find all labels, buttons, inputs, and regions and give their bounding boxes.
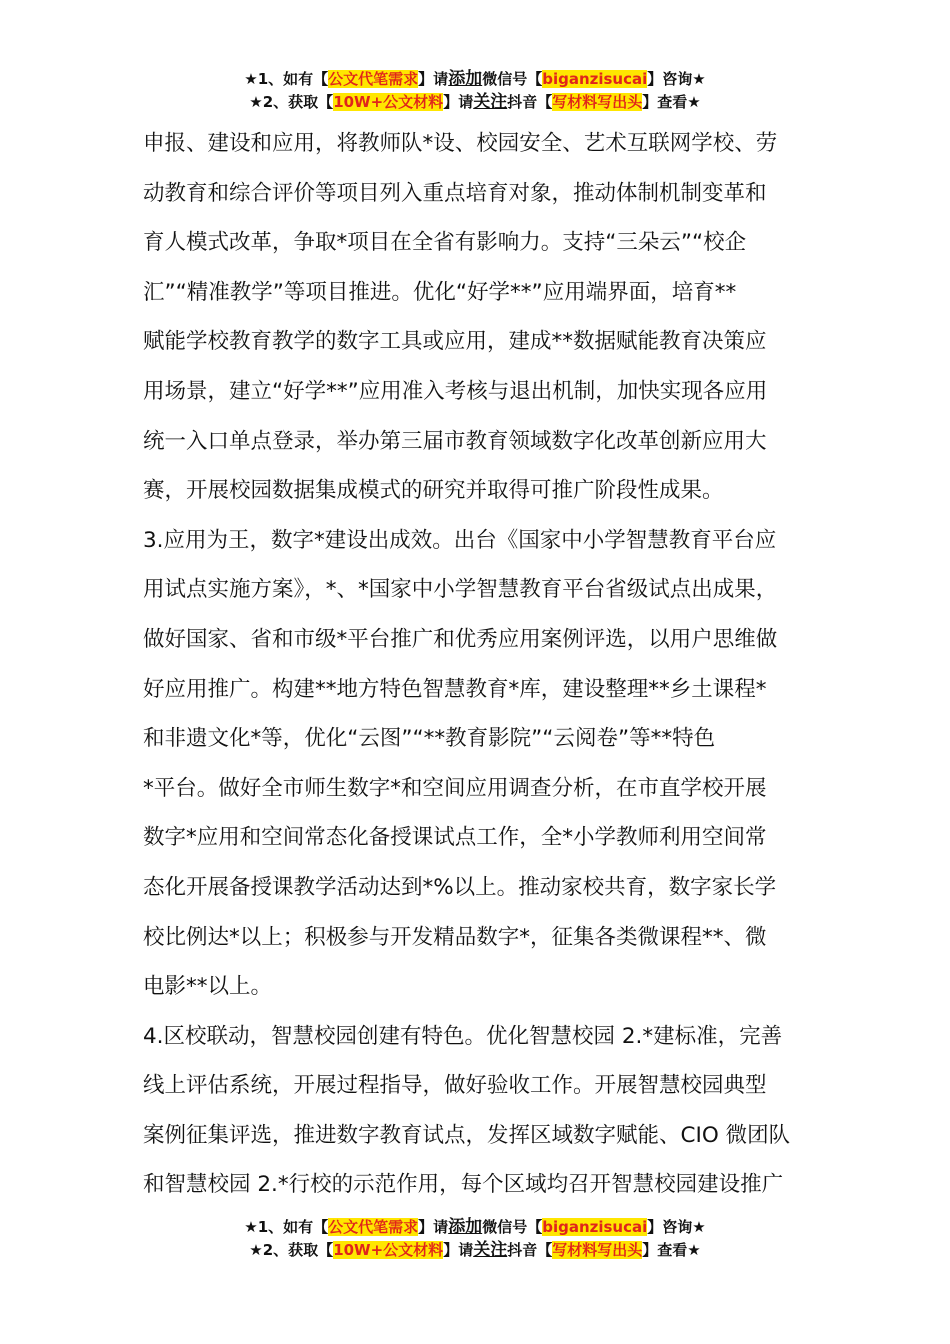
header-line-1 bbox=[0, 68, 950, 91]
header-text: ★1、如有【 bbox=[244, 70, 329, 88]
header-text: ★2、获取【 bbox=[249, 93, 334, 111]
footer-text: ★2、获取【 bbox=[249, 1241, 334, 1259]
highlight-service: 公文代笔需求 bbox=[328, 70, 419, 88]
footer-text: 】查看★ bbox=[642, 1241, 701, 1259]
body-line: 赛，开展校园数据集成模式的研究并取得可推广阶段性成果。 bbox=[143, 478, 724, 504]
footer-line-2 bbox=[0, 1239, 950, 1262]
body-line: 统一入口单点登录，举办第三届市教育领域数字化改革创新应用大 bbox=[143, 428, 767, 454]
body-line: 汇”“精准教学”等项目推进。优化“好学**”应用端界面，培育** bbox=[143, 279, 737, 305]
footer-line-1 bbox=[0, 1216, 950, 1239]
emphasis-add: 添加 bbox=[448, 69, 483, 89]
body-line: 申报、建设和应用，将教师队*设、校园安全、艺术互联网学校、劳 bbox=[143, 131, 778, 156]
body-line: 赋能学校教育教学的数字工具或应用，建成**数据赋能教育决策应 bbox=[143, 329, 767, 355]
emphasis-follow: 关注 bbox=[473, 92, 508, 112]
body-line: 好应用推广。构建**地方特色智慧教育*库，建设整理**乡土课程* bbox=[143, 676, 767, 702]
emphasis-follow: 关注 bbox=[473, 1240, 508, 1260]
highlight-wechat-id: biganzisucai bbox=[542, 1218, 648, 1236]
body-line: 育人模式改革，争取*项目在全省有影响力。支持“三朵云”“校企 bbox=[143, 230, 747, 256]
highlight-materials: 10W+公文材料 bbox=[333, 1241, 444, 1259]
body-line: 用试点实施方案》，*、*国家中小学智慧教育平台省级试点出成果， bbox=[143, 577, 778, 603]
footer-text: ★1、如有【 bbox=[244, 1218, 329, 1236]
footer-text: 】请 bbox=[443, 1241, 474, 1259]
document-body bbox=[143, 119, 833, 1210]
body-line: 电影**以上。 bbox=[143, 974, 273, 1000]
body-line: 4.区校联动，智慧校园创建有特色。优化智慧校园 2.*建标准，完善 bbox=[143, 1023, 783, 1049]
body-line: 做好国家、省和市级*平台推广和优秀应用案例评选，以用户思维做 bbox=[143, 626, 778, 652]
footer-text: 】请 bbox=[418, 1218, 449, 1236]
footer-text: 微信号【 bbox=[482, 1218, 543, 1236]
body-line: *平台。做好全市师生数字*和空间应用调查分析，在市直学校开展 bbox=[143, 775, 767, 801]
body-line: 和非遗文化*等，优化“云图”“**教育影院”“云阅卷”等**特色 bbox=[143, 726, 716, 752]
highlight-materials: 10W+公文材料 bbox=[333, 93, 444, 111]
body-line: 校比例达*以上；积极参与开发精品数字*，征集各类微课程**、微 bbox=[143, 924, 767, 950]
highlight-douyin-account: 写材料写出头 bbox=[552, 93, 643, 111]
header-line-2 bbox=[0, 91, 950, 114]
footer-banner bbox=[0, 1216, 950, 1262]
header-text: 】咨询★ bbox=[647, 70, 706, 88]
body-line: 动教育和综合评价等项目列入重点培育对象，推动体制机制变革和 bbox=[143, 180, 767, 206]
header-text: 】查看★ bbox=[642, 93, 701, 111]
header-text: 】请 bbox=[443, 93, 474, 111]
highlight-douyin-account: 写材料写出头 bbox=[552, 1241, 643, 1259]
body-line: 案例征集评选，推进数字教育试点，发挥区域数字赋能、CIO 微团队 bbox=[143, 1122, 791, 1148]
body-line: 和智慧校园 2.*行校的示范作用，每个区域均召开智慧校园建设推广 bbox=[143, 1172, 784, 1198]
header-text: 微信号【 bbox=[482, 70, 543, 88]
body-line: 用场景，建立“好学**”应用准入考核与退出机制，加快实现各应用 bbox=[143, 378, 768, 404]
body-line: 3.应用为王，数字*建设出成效。出台《国家中小学智慧教育平台应 bbox=[143, 527, 777, 553]
footer-text: 抖音【 bbox=[507, 1241, 553, 1259]
header-text: 抖音【 bbox=[507, 93, 553, 111]
footer-text: 】咨询★ bbox=[647, 1218, 706, 1236]
header-text: 】请 bbox=[418, 70, 449, 88]
header-banner bbox=[0, 68, 950, 114]
body-line: 线上评估系统，开展过程指导，做好验收工作。开展智慧校园典型 bbox=[143, 1073, 767, 1099]
highlight-wechat-id: biganzisucai bbox=[542, 70, 648, 88]
body-line: 数字*应用和空间常态化备授课试点工作，全*小学教师利用空间常 bbox=[143, 825, 767, 851]
highlight-service: 公文代笔需求 bbox=[328, 1218, 419, 1236]
body-line: 态化开展备授课教学活动达到*%以上。推动家校共育，数字家长学 bbox=[143, 874, 777, 900]
emphasis-add: 添加 bbox=[448, 1217, 483, 1237]
